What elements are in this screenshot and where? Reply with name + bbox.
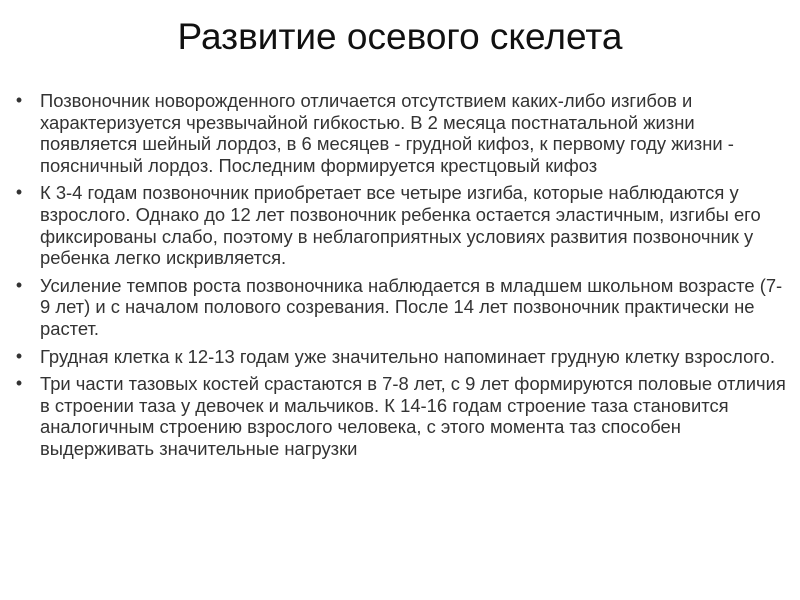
bullet-text: К 3-4 годам позвоночник приобретает все четыре изгиба, которые наблюдаются у взрослого. Однако до 12 лет позвоночник ребенка остается эластичным, изгибы его фиксированы слабо, поэтому в неблагоприятных условиях развития позвоночник у ребенка легко искривляется.: [40, 182, 761, 269]
bullet-text: Три части тазовых костей срастаются в 7-8 лет, с 9 лет формируются половые отличия в строении таза у девочек и мальчиков. К 14-16 годам строение таза становится аналогичным строению взрослого человека, с этого момента таз способен выдерживать значительные нагрузки: [40, 373, 786, 459]
bullet-item: [12, 182, 790, 268]
bullet-dot-icon: •: [15, 373, 23, 394]
bullet-dot-icon: •: [15, 274, 23, 295]
slide-title: Развитие осевого скелета: [177, 16, 623, 57]
bullet-item: [12, 373, 790, 459]
bullet-text: Позвоночник новорожденного отличается отсутствием каких-либо изгибов и характеризуется чрезвычайной гибкостью. В 2 месяца постнатальной жизни появляется шейный лордоз, в 6 месяцев - грудной кифоз, к первому году жизни - поясничный лордоз. Последним формируется крестцовый кифоз: [40, 90, 734, 176]
bullet-item: [12, 346, 790, 368]
bullet-dot-icon: •: [15, 345, 23, 366]
bullet-list: [12, 90, 790, 466]
bullet-item: [12, 275, 790, 340]
bullet-text: Усиление темпов роста позвоночника наблюдается в младшем школьном возрасте (7-9 лет) и с началом полового созревания. После 14 лет позвоночник практически не растет.: [40, 274, 783, 339]
bullet-dot-icon: •: [15, 182, 23, 203]
bullet-text: Грудная клетка к 12-13 годам уже значительно напоминает грудную клетку взрослого.: [40, 345, 775, 367]
bullet-dot-icon: •: [15, 90, 23, 110]
bullet-item: [12, 90, 790, 176]
